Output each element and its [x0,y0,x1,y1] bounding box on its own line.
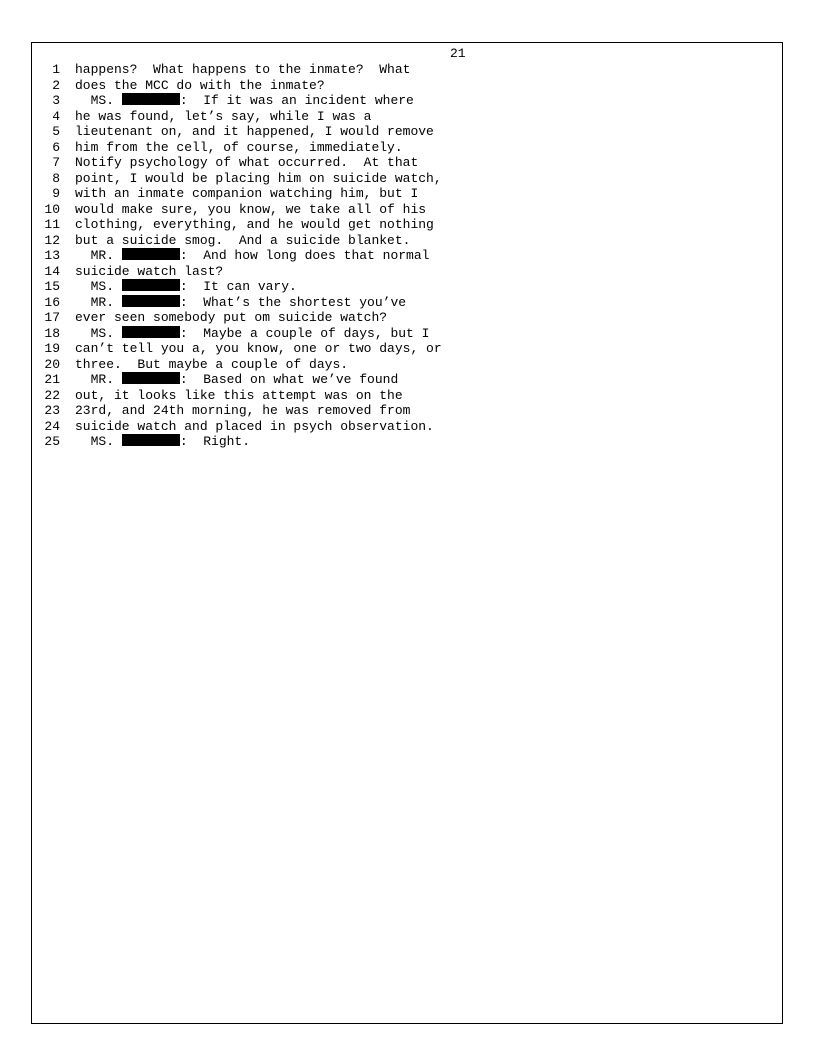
transcript-line [44,109,442,125]
line-number: 9 [52,186,60,201]
transcript-line [44,357,442,373]
line-number: 15 [44,279,60,294]
line-gap [60,372,75,388]
line-text [75,202,426,218]
transcript-line [44,140,442,156]
line-gap [60,124,75,140]
line-gap [60,295,75,311]
line-gap [60,419,75,435]
line-text-lead: can’t tell you a, you know, one or two days, or [75,341,442,356]
line-text [75,372,398,388]
line-number: 3 [52,93,60,108]
line-gap [60,310,75,326]
transcript-line [44,341,442,357]
line-gap [60,186,75,202]
transcript-line [44,279,442,295]
line-text-lead: lieutenant on, and it happened, I would remove [75,124,434,139]
line-gap [60,403,75,419]
transcript-line [44,217,442,233]
line-text [75,419,434,435]
line-gap [60,233,75,249]
line-text [75,62,410,78]
line-number: 17 [44,310,60,325]
line-number: 12 [44,232,60,248]
transcript-line [44,202,442,218]
line-text [75,109,371,125]
line-text [75,140,403,156]
line-text-lead: does the MCC do with the inmate? [75,77,325,93]
line-number: 6 [52,139,60,155]
line-number: 21 [44,372,60,387]
line-gap [60,171,75,187]
line-number: 8 [52,170,60,186]
line-gap [60,93,75,109]
line-text-lead: clothing, everything, and he would get nothing [75,217,434,232]
line-gap [60,388,75,404]
transcript-line [44,434,442,450]
line-text-lead: MR. [75,294,122,310]
line-text-trail: : It can vary. [179,279,297,294]
line-text [75,155,418,171]
line-gap [60,217,75,233]
line-text [75,357,348,373]
transcript-line [44,78,442,94]
transcript-lines [44,62,442,450]
line-number: 2 [52,77,60,93]
line-number: 7 [52,155,60,170]
transcript-line [44,403,442,419]
line-number: 19 [44,341,60,356]
line-text-lead: suicide watch last? [75,263,224,279]
redaction-bar [122,326,180,338]
line-text [75,434,250,450]
line-text-lead: MS. [75,279,122,294]
line-number: 22 [44,387,60,403]
transcript-line [44,171,442,187]
line-text-lead: would make sure, you know, we take all of his [75,201,427,217]
line-text [75,279,297,295]
line-number: 10 [44,201,60,217]
line-number: 5 [52,124,60,139]
redaction-bar [122,295,180,307]
line-text [75,171,442,187]
line-text-trail: : If it was an incident where [179,93,414,108]
line-gap [60,62,75,78]
line-gap [60,140,75,156]
transcript-line [44,326,442,342]
line-number: 23 [44,403,60,418]
line-text-lead: out, it looks like this attempt was on the [75,387,403,403]
line-gap [60,155,75,171]
line-text [75,341,442,357]
line-number: 13 [44,248,60,263]
redaction-bar [122,434,180,446]
line-text [75,217,434,233]
line-text-trail: : And how long does that normal [179,248,430,263]
line-gap [60,109,75,125]
line-number: 24 [44,418,60,434]
transcript-line [44,264,442,280]
transcript-line [44,248,442,264]
line-gap [60,357,75,373]
transcript-line [44,186,442,202]
redaction-bar [122,372,180,384]
redaction-bar [122,93,180,105]
transcript-line [44,233,442,249]
redaction-bar [122,248,180,260]
line-text [75,310,387,326]
line-number: 1 [52,62,60,77]
line-number: 18 [44,325,60,341]
line-gap [60,248,75,264]
transcript-line [44,372,442,388]
line-number: 25 [44,434,60,449]
line-number: 4 [52,108,60,124]
line-text-lead: with an inmate companion watching him, but I [75,186,419,201]
line-text-lead: MR. [75,248,122,263]
transcript-line [44,388,442,404]
transcript-line [44,155,442,171]
line-number: 16 [44,294,60,310]
line-number: 20 [44,356,60,372]
line-text-trail: : What’s the shortest you’ve [179,294,407,310]
line-gap [60,78,75,94]
line-gap [60,341,75,357]
line-text-lead: him from the cell, of course, immediately. [75,139,403,155]
line-text [75,233,410,249]
line-text-lead: he was found, let’s say, while I was a [75,108,372,124]
line-gap [60,279,75,295]
line-text-lead: MS. [75,434,122,449]
line-text-lead: suicide watch and placed in psych observation. [75,418,434,434]
line-text-lead: MS. [75,325,122,341]
line-text-lead: 23rd, and 24th morning, he was removed from [75,403,411,418]
line-gap [60,434,75,450]
line-text [75,124,434,140]
line-text [75,326,429,342]
transcript-line [44,295,442,311]
line-gap [60,264,75,280]
line-text-lead: Notify psychology of what occurred. At that [75,155,419,170]
transcript-line [44,93,442,109]
redaction-bar [122,279,180,291]
line-text-lead: MS. [75,93,122,108]
line-gap [60,326,75,342]
line-text-trail: : Maybe a couple of days, but I [179,325,430,341]
line-text [75,78,325,94]
line-text [75,388,403,404]
line-number: 14 [44,263,60,279]
line-text [75,248,429,264]
line-number: 11 [44,217,60,232]
line-text-lead: three. But maybe a couple of days. [75,356,349,372]
line-text-lead: MR. [75,372,122,387]
line-text-lead: ever seen somebody put om suicide watch? [75,310,388,325]
line-text-trail: : Right. [179,434,251,449]
line-text [75,264,223,280]
line-text [75,295,406,311]
line-text [75,403,410,419]
line-text-trail: : Based on what we’ve found [179,372,399,387]
line-text-lead: point, I would be placing him on suicide watch, [75,170,442,186]
page-number: 21 [450,46,466,61]
line-text-lead: but a suicide smog. And a suicide blanket. [75,232,411,248]
transcript-line [44,124,442,140]
line-text [75,186,418,202]
line-text [75,93,414,109]
transcript-line [44,419,442,435]
line-text-lead: happens? What happens to the inmate? What [75,62,411,77]
transcript-line [44,310,442,326]
transcript-line [44,62,442,78]
line-gap [60,202,75,218]
